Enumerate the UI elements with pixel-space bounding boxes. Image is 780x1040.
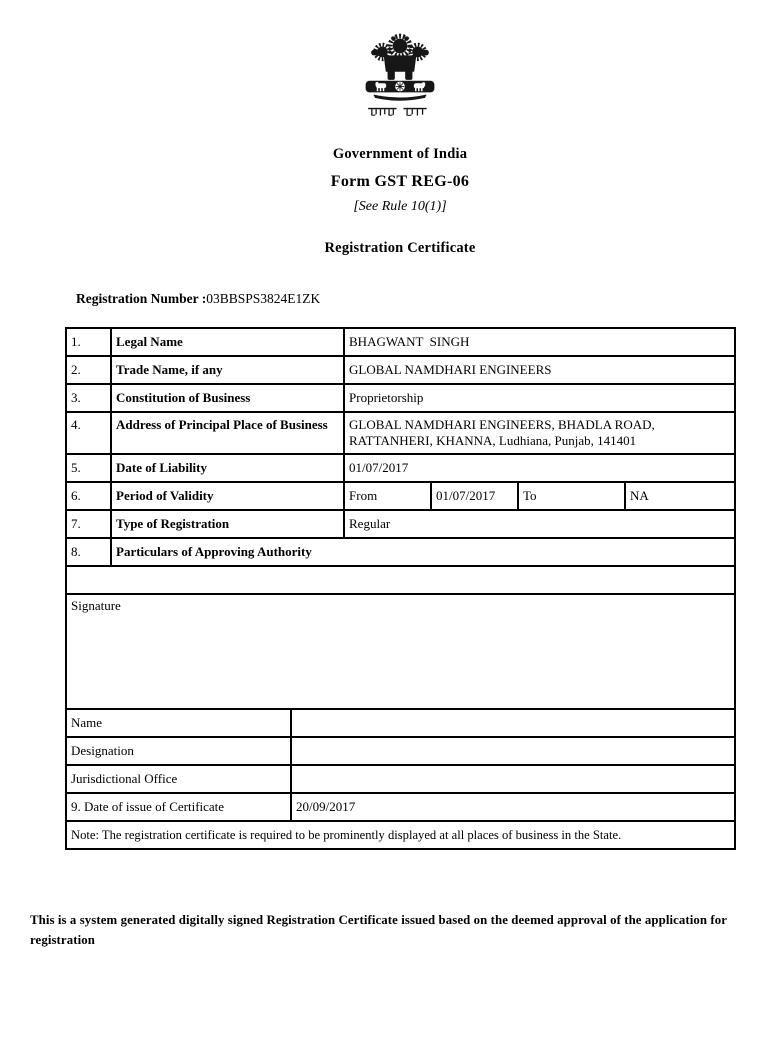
- table-row-approving-authority: [66, 538, 735, 566]
- national-emblem-icon: [357, 31, 443, 121]
- table-row-name: [66, 709, 735, 737]
- row-label: Type of Registration: [111, 510, 344, 538]
- registration-number-value: 03BBSPS3824E1ZK: [206, 291, 321, 306]
- date-of-liability-value: 01/07/2017: [344, 454, 735, 482]
- registration-number-line: [76, 291, 780, 306]
- address-value: GLOBAL NAMDHARI ENGINEERS, BHADLA ROAD, RATTANHERI, KHANNA, Ludhiana, Punjab, 141401: [344, 412, 735, 454]
- designation-value: [291, 737, 735, 765]
- row-label: Address of Principal Place of Business: [111, 412, 344, 454]
- name-label: Name: [66, 709, 291, 737]
- table-row-date-of-issue: [66, 793, 735, 821]
- date-of-issue-label: 9. Date of issue of Certificate: [66, 793, 291, 821]
- validity-from-value: 01/07/2017: [431, 482, 518, 510]
- document-header: [20, 0, 780, 256]
- empty-cell: [66, 566, 735, 594]
- certificate-title: Registration Certificate: [324, 240, 476, 256]
- form-title: Form GST REG-06: [330, 173, 470, 190]
- row-label: Date of Liability: [111, 454, 344, 482]
- row-number: 4.: [66, 412, 111, 454]
- jurisdictional-office-label: Jurisdictional Office: [66, 765, 291, 793]
- row-label: Constitution of Business: [111, 384, 344, 412]
- row-number: 7.: [66, 510, 111, 538]
- row-label: Period of Validity: [111, 482, 344, 510]
- validity-to-label: To: [518, 482, 625, 510]
- system-generated-note-line1: This is a system generated digitally signed Registration Certificate issued based on the deemed approval of the application for: [30, 913, 728, 927]
- validity-from-label: From: [344, 482, 431, 510]
- jurisdictional-office-value: [291, 765, 735, 793]
- emblem-motto: [443, 31, 444, 32]
- legal-name-value: BHAGWANT SINGH: [344, 328, 735, 356]
- table-row-period-of-validity: [66, 482, 735, 510]
- row-label: Trade Name, if any: [111, 356, 344, 384]
- type-of-registration-value: Regular: [344, 510, 735, 538]
- table-row-empty: [66, 566, 735, 594]
- motto-glyph-strokes: [368, 108, 426, 116]
- government-title: Government of India: [332, 146, 468, 162]
- row-number: 2.: [66, 356, 111, 384]
- row-number: 3.: [66, 384, 111, 412]
- row-number: 1.: [66, 328, 111, 356]
- table-row-designation: [66, 737, 735, 765]
- certificate-table: [65, 327, 736, 850]
- signature-cell: Signature: [66, 594, 735, 709]
- name-value: [291, 709, 735, 737]
- table-row-signature: [66, 594, 735, 709]
- table-row-trade-name: [66, 356, 735, 384]
- designation-label: Designation: [66, 737, 291, 765]
- trade-name-value: GLOBAL NAMDHARI ENGINEERS: [344, 356, 735, 384]
- note-text: Note: The registration certificate is required to be prominently displayed at all places of business in the State.: [66, 821, 735, 849]
- date-of-issue-value: 20/09/2017: [291, 793, 735, 821]
- table-row-legal-name: [66, 328, 735, 356]
- row-number: 6.: [66, 482, 111, 510]
- table-row-jurisdictional-office: [66, 765, 735, 793]
- rule-reference: [See Rule 10(1)]: [353, 199, 447, 214]
- table-row-type-of-registration: [66, 510, 735, 538]
- validity-to-value: NA: [625, 482, 735, 510]
- registration-number-label: Registration Number :: [76, 291, 207, 306]
- table-row-address: [66, 412, 735, 454]
- row-label: Particulars of Approving Authority: [111, 538, 735, 566]
- row-number: 5.: [66, 454, 111, 482]
- emblem-container: [20, 0, 780, 121]
- table-row-constitution: [66, 384, 735, 412]
- table-row-note: [66, 821, 735, 849]
- row-number: 8.: [66, 538, 111, 566]
- row-label: Legal Name: [111, 328, 344, 356]
- table-row-date-of-liability: [66, 454, 735, 482]
- system-generated-note: [30, 911, 740, 950]
- constitution-value: Proprietorship: [344, 384, 735, 412]
- system-generated-note-line2: registration: [30, 932, 95, 947]
